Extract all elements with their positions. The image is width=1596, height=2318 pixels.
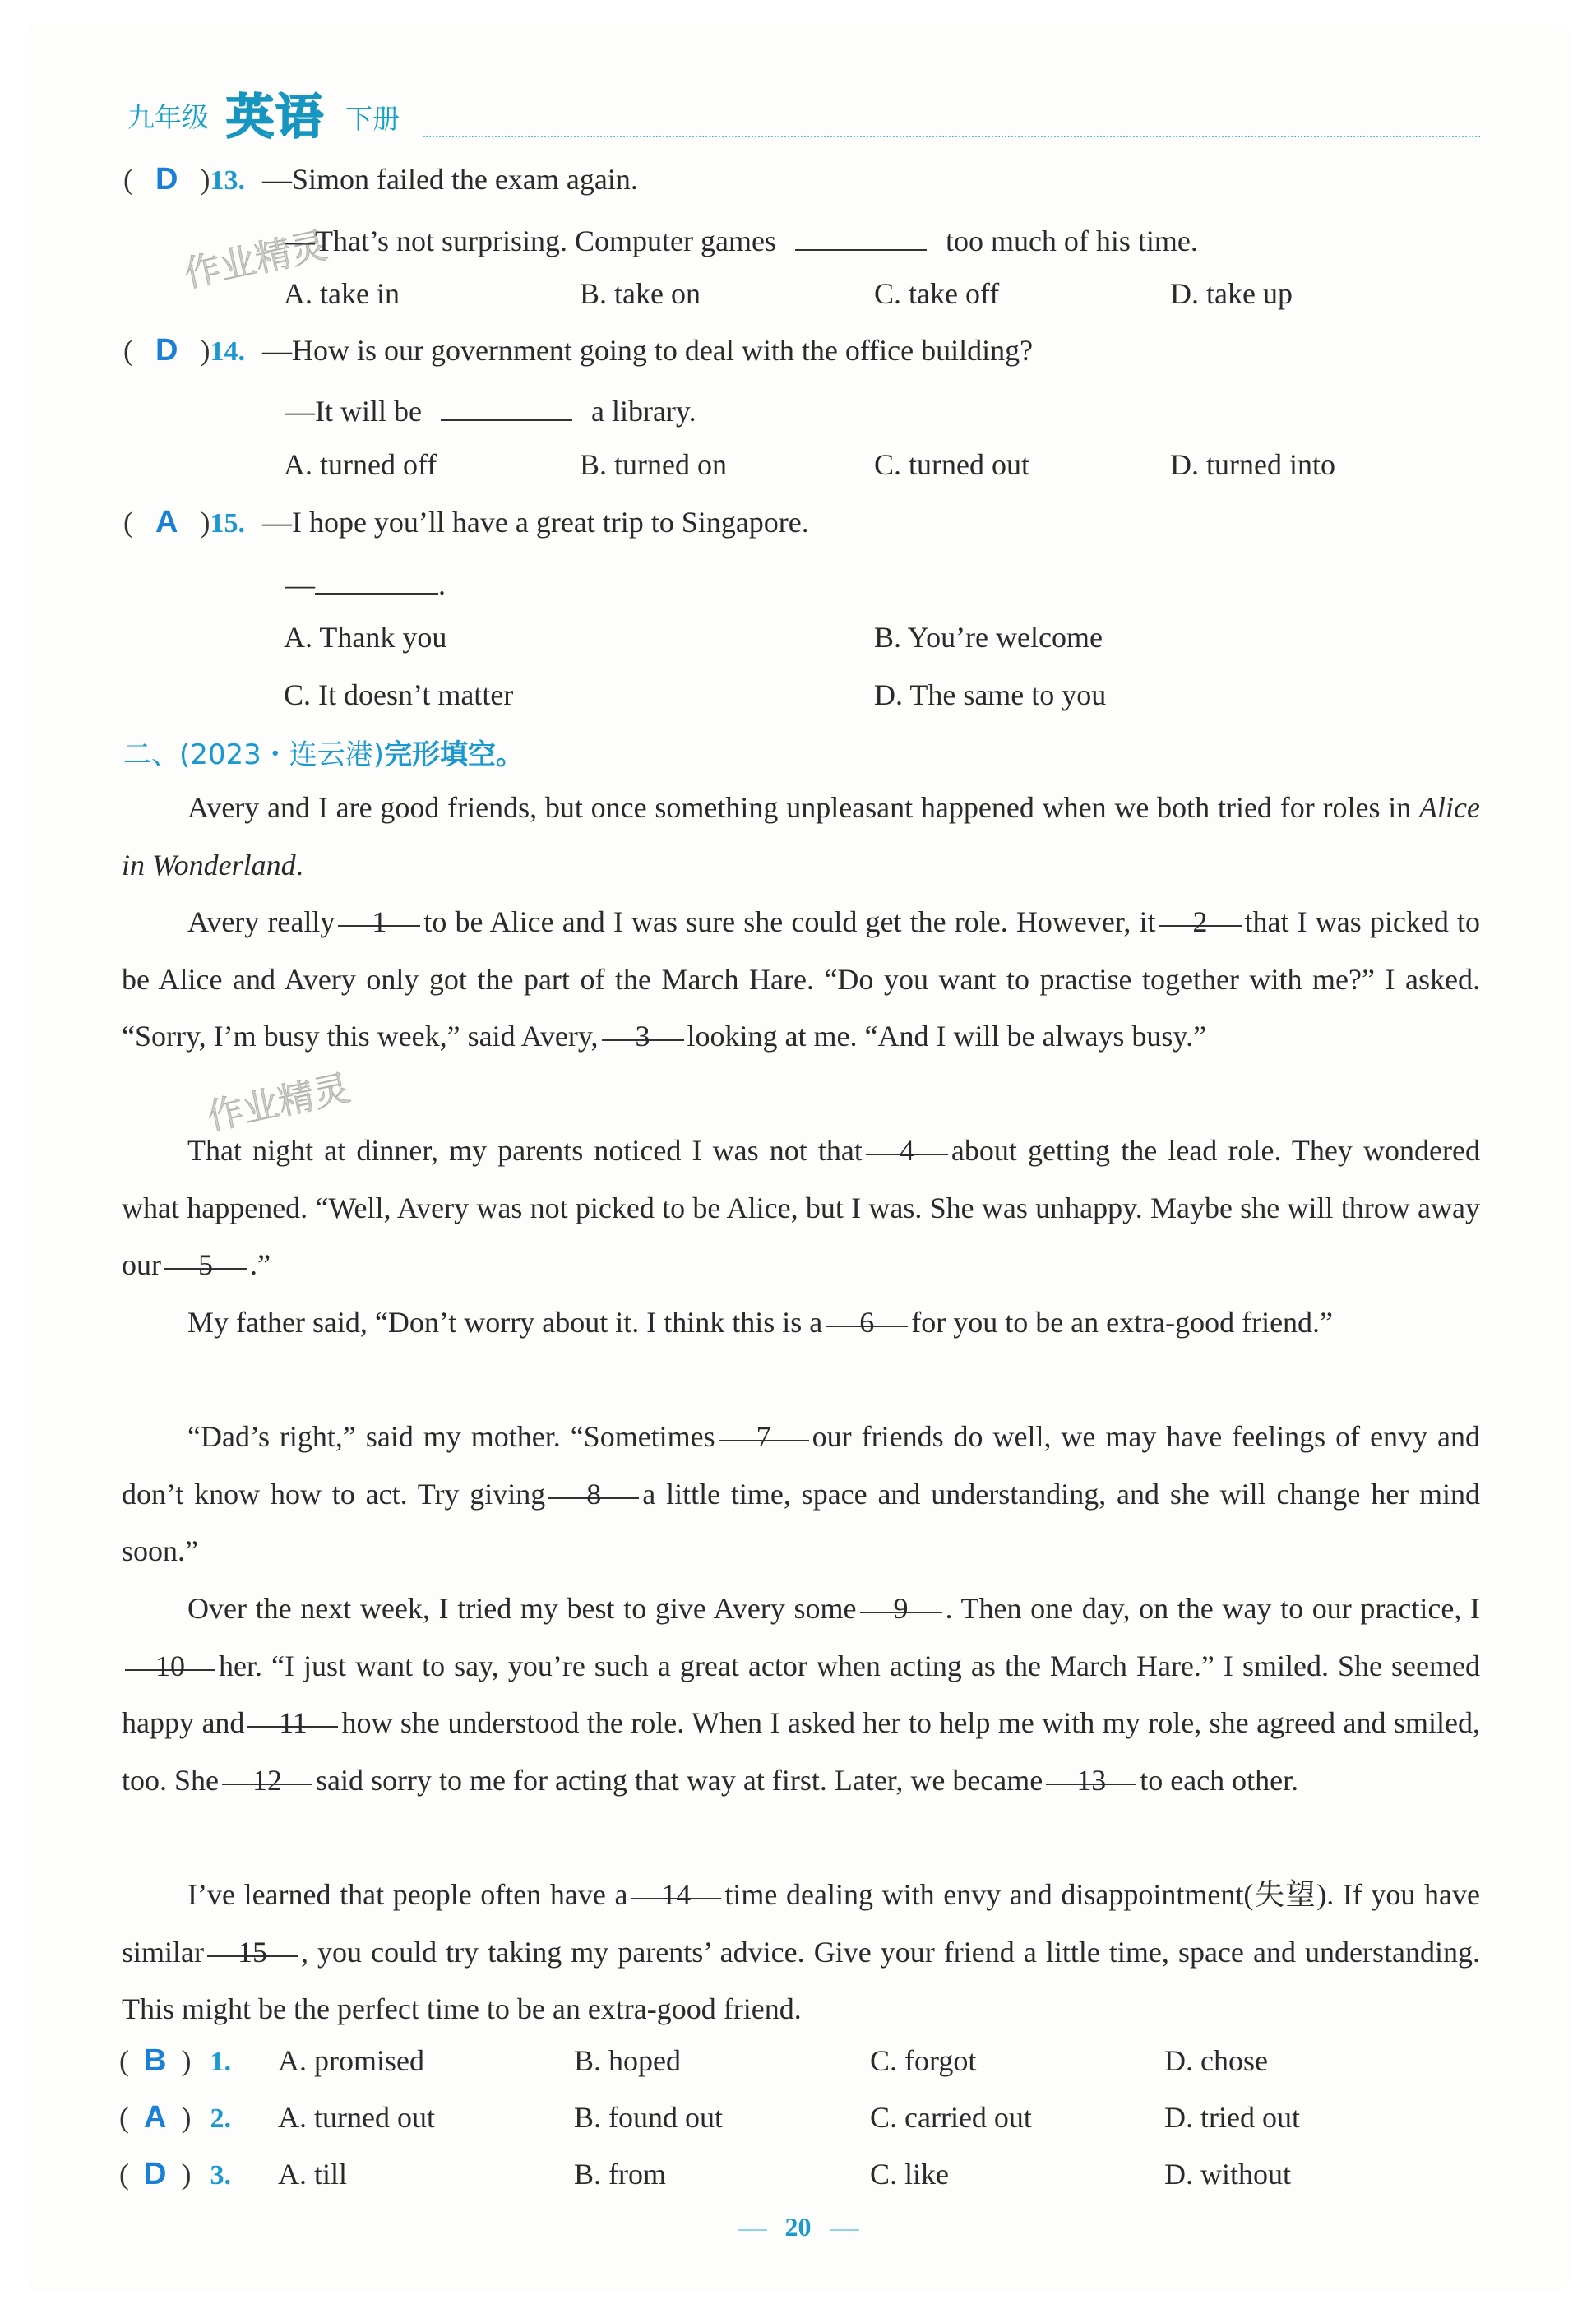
blank: 10 xyxy=(125,1638,215,1671)
option-b: B. You’re welcome xyxy=(874,621,1103,654)
blank: 7 xyxy=(719,1409,809,1441)
answer-1: B xyxy=(144,2043,167,2078)
question-line: —Simon failed the exam again. xyxy=(261,163,638,196)
header-grade: 九年级 xyxy=(127,101,209,133)
option-c: C. carried out xyxy=(870,2101,1032,2134)
question-number: 3. xyxy=(210,2160,231,2191)
option-d: D. take up xyxy=(1170,277,1293,310)
blank: 4 xyxy=(866,1122,948,1155)
question-line: too much of his time. xyxy=(945,224,1198,257)
page-footer xyxy=(0,2212,1596,2242)
answer-2: A xyxy=(144,2100,167,2135)
blank: 11 xyxy=(247,1695,338,1728)
question-13-line2 xyxy=(285,218,1198,260)
option-b: B. from xyxy=(574,2158,666,2191)
option-c: C. take off xyxy=(874,277,1000,310)
question-13: ( D )13. —Simon failed the exam again. xyxy=(123,162,638,197)
option-d: D. The same to you xyxy=(874,678,1107,711)
passage-paragraph: That night at dinner, my parents noticed I was not that 4 about getting the lead role. They wondered what happened. “Well, Avery was not picked to be Alice, but I was. She was unhappy. Maybe she will throw away our 5 .” xyxy=(122,1122,1480,1294)
option-a: A. take in xyxy=(284,277,400,310)
watermark: 作业精灵 xyxy=(203,1067,354,1139)
option-a: A. turned off xyxy=(284,448,437,481)
blank xyxy=(795,218,927,251)
question-line: —It will be xyxy=(285,395,422,428)
question-number: 13. xyxy=(210,165,245,196)
section-title: 完形填空。 xyxy=(384,738,525,771)
question-line: —That’s not surprising. Computer games xyxy=(285,224,776,257)
section-heading xyxy=(123,732,524,772)
option-b: B. take on xyxy=(580,277,701,310)
blank xyxy=(315,562,438,595)
blank: 9 xyxy=(860,1580,942,1613)
option-c: C. like xyxy=(870,2158,949,2191)
option-c: C. It doesn’t matter xyxy=(284,678,514,711)
option-d: D. tried out xyxy=(1164,2101,1300,2134)
header-subject: 英语 xyxy=(226,89,326,145)
answer-row-2: ( A ) 2. xyxy=(119,2100,231,2135)
passage-paragraph: My father said, “Don’t worry about it. I think this is a 6 for you to be an extra-good friend.” xyxy=(122,1294,1480,1352)
option-b: B. turned on xyxy=(580,448,727,481)
question-line: —How is our government going to deal with the office building? xyxy=(261,334,1034,367)
answer-15: A xyxy=(155,505,178,539)
book-title: Alice in Wonderland xyxy=(122,791,1480,881)
blank: 13 xyxy=(1046,1752,1136,1785)
page-header xyxy=(127,78,1480,145)
option-a: A. promised xyxy=(278,2044,424,2077)
blank: 2 xyxy=(1159,894,1242,927)
answer-3: D xyxy=(144,2157,167,2191)
blank: 5 xyxy=(164,1237,247,1270)
answer-row-1: ( B ) 1. xyxy=(119,2043,231,2078)
page-number: 20 xyxy=(784,2212,812,2242)
question-line: —I hope you’ll have a great trip to Singapore. xyxy=(261,506,809,539)
question-line: . xyxy=(438,568,446,601)
question-line: a library. xyxy=(590,395,696,428)
blank xyxy=(441,388,572,421)
option-d: D. chose xyxy=(1164,2044,1268,2077)
question-number: 1. xyxy=(210,2047,231,2077)
question-number: 15. xyxy=(210,508,245,539)
answer-row-3: ( D ) 3. xyxy=(119,2157,231,2191)
question-14-line2 xyxy=(285,388,696,430)
passage-paragraph: Avery and I are good friends, but once something unpleasant happened when we both tried for roles in Alice in Wonderland. xyxy=(122,791,1480,881)
header-volume: 下册 xyxy=(345,103,400,135)
passage-paragraph: Over the next week, I tried my best to give Avery some 9 . Then one day, on the way to our practice, I10 her. “I just want to say, you’re such a great actor when acting as the March Hare.” I smiled. She seemed happy and 11 how she understood the role. When I asked her to help me with my role, she agreed and smiled, too. She 12 said sorry to me for acting that way at first. Later, we became 13 to each other. xyxy=(122,1580,1480,1809)
option-b: B. hoped xyxy=(574,2044,681,2077)
question-number: 2. xyxy=(210,2103,231,2134)
passage-paragraph: I’ve learned that people often have a 14 time dealing with envy and disappointment(失望). If you have similar 15 , you could try taking my parents’ advice. Give your friend a little time, space and understanding. This might be the perfect time to be an extra-good friend. xyxy=(122,1867,1480,2038)
question-line: — xyxy=(285,568,315,601)
blank: 8 xyxy=(548,1466,639,1499)
option-b: B. found out xyxy=(574,2101,724,2134)
blank: 12 xyxy=(222,1752,312,1785)
question-14: ( D )14. —How is our government going to deal with the office building? xyxy=(123,333,1034,368)
blank: 15 xyxy=(207,1924,298,1957)
answer-14: D xyxy=(155,333,178,368)
blank: 14 xyxy=(631,1867,721,1899)
option-c: C. turned out xyxy=(874,448,1029,481)
blank: 3 xyxy=(602,1008,684,1041)
option-a: A. till xyxy=(278,2158,348,2191)
option-a: A. Thank you xyxy=(284,621,447,654)
passage-paragraph: “Dad’s right,” said my mother. “Sometimes 7 our friends do well, we may have feelings of envy and don’t know how to act. Try giving 8 a little time, space and understanding, and she will change her mind soon.” xyxy=(122,1409,1480,1580)
question-15-line2 xyxy=(285,562,446,604)
answer-13: D xyxy=(155,162,178,197)
question-number: 14. xyxy=(210,336,245,367)
blank: 6 xyxy=(826,1294,908,1327)
passage-paragraph: Avery really 1 to be Alice and I was sure she could get the role. However, it 2 that I was picked to be Alice and Avery only got the part of the March Hare. “Do you want to practise together with me?” I asked. “Sorry, I’m busy this week,” said Avery, 3 looking at me. “And I will be always busy.” xyxy=(122,894,1480,1066)
option-a: A. turned out xyxy=(278,2101,435,2134)
option-c: C. forgot xyxy=(870,2044,977,2077)
option-d: D. turned into xyxy=(1170,448,1335,481)
question-15: ( A )15. —I hope you’ll have a great trip to Singapore. xyxy=(123,505,809,539)
watermark: 作业精灵 xyxy=(180,224,331,296)
blank: 1 xyxy=(338,894,420,927)
header-rule xyxy=(423,136,1480,137)
section-prefix: 二、(2023・连云港) xyxy=(123,738,385,771)
option-d: D. without xyxy=(1164,2158,1292,2191)
